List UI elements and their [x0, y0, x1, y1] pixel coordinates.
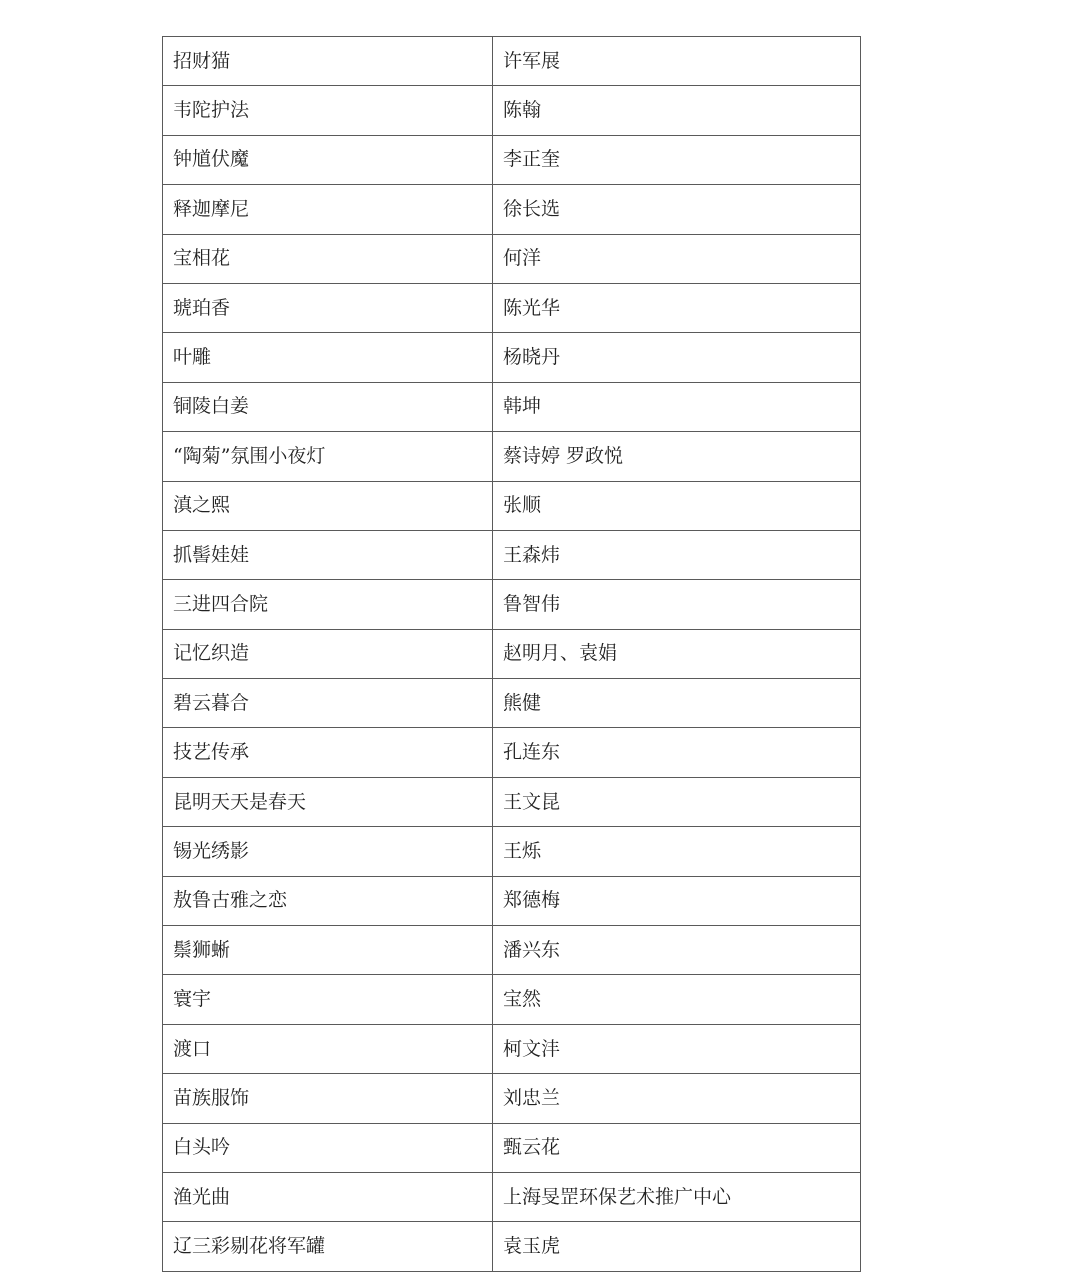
work-title-cell: 三进四合院	[163, 580, 493, 629]
table-row	[163, 432, 861, 481]
work-title-cell: 寰宇	[163, 975, 493, 1024]
table-row	[163, 1074, 861, 1123]
table-row	[163, 827, 861, 876]
work-title-cell: 钟馗伏魔	[163, 135, 493, 184]
work-title-cell: 释迦摩尼	[163, 185, 493, 234]
author-cell: 蔡诗婷 罗政悦	[493, 432, 861, 481]
author-cell: 孔连东	[493, 728, 861, 777]
table-row	[163, 580, 861, 629]
author-cell: 甄云花	[493, 1123, 861, 1172]
work-title-cell: 昆明天天是春天	[163, 777, 493, 826]
author-cell: 韩坤	[493, 382, 861, 431]
author-cell: 张顺	[493, 481, 861, 530]
table-row	[163, 777, 861, 826]
author-cell: 杨晓丹	[493, 333, 861, 382]
author-cell: 何洋	[493, 234, 861, 283]
work-title-cell: 叶雕	[163, 333, 493, 382]
author-cell: 鲁智伟	[493, 580, 861, 629]
author-cell: 赵明月、袁娟	[493, 629, 861, 678]
table-row	[163, 1024, 861, 1073]
work-title-cell: 敖鲁古雅之恋	[163, 876, 493, 925]
table-row	[163, 333, 861, 382]
work-title-cell: 渡口	[163, 1024, 493, 1073]
works-table	[162, 36, 861, 1272]
author-cell: 宝然	[493, 975, 861, 1024]
table-row	[163, 86, 861, 135]
author-cell: 袁玉虎	[493, 1222, 861, 1271]
table-row	[163, 728, 861, 777]
table-row	[163, 135, 861, 184]
table-row	[163, 234, 861, 283]
author-cell: 王文昆	[493, 777, 861, 826]
work-title-cell: “陶菊”氛围小夜灯	[163, 432, 493, 481]
author-cell: 李正奎	[493, 135, 861, 184]
table-row	[163, 283, 861, 332]
author-cell: 王森炜	[493, 530, 861, 579]
table-row	[163, 37, 861, 86]
table-row	[163, 1172, 861, 1221]
work-title-cell: 宝相花	[163, 234, 493, 283]
work-title-cell: 技艺传承	[163, 728, 493, 777]
table-row	[163, 1222, 861, 1271]
table-row	[163, 530, 861, 579]
author-cell: 许军展	[493, 37, 861, 86]
author-cell: 郑德梅	[493, 876, 861, 925]
table-row	[163, 185, 861, 234]
work-title-cell: 铜陵白姜	[163, 382, 493, 431]
work-title-cell: 招财猫	[163, 37, 493, 86]
work-title-cell: 辽三彩剔花将军罐	[163, 1222, 493, 1271]
table-row	[163, 1123, 861, 1172]
table-row	[163, 629, 861, 678]
work-title-cell: 记忆织造	[163, 629, 493, 678]
author-cell: 陈翰	[493, 86, 861, 135]
author-cell: 王烁	[493, 827, 861, 876]
author-cell: 柯文沣	[493, 1024, 861, 1073]
author-cell: 刘忠兰	[493, 1074, 861, 1123]
table-row	[163, 679, 861, 728]
work-title-cell: 抓髻娃娃	[163, 530, 493, 579]
work-title-cell: 苗族服饰	[163, 1074, 493, 1123]
table-row	[163, 481, 861, 530]
author-cell: 潘兴东	[493, 926, 861, 975]
table-row	[163, 975, 861, 1024]
table-row	[163, 926, 861, 975]
author-cell: 徐长选	[493, 185, 861, 234]
author-cell: 陈光华	[493, 283, 861, 332]
works-table-body	[163, 37, 861, 1272]
author-cell: 熊健	[493, 679, 861, 728]
work-title-cell: 琥珀香	[163, 283, 493, 332]
work-title-cell: 碧云暮合	[163, 679, 493, 728]
work-title-cell: 渔光曲	[163, 1172, 493, 1221]
work-title-cell: 韦陀护法	[163, 86, 493, 135]
work-title-cell: 滇之熙	[163, 481, 493, 530]
table-row	[163, 876, 861, 925]
work-title-cell: 鬃狮蜥	[163, 926, 493, 975]
work-title-cell: 白头吟	[163, 1123, 493, 1172]
table-row	[163, 382, 861, 431]
work-title-cell: 锡光绣影	[163, 827, 493, 876]
author-cell: 上海旻罡环保艺术推广中心	[493, 1172, 861, 1221]
